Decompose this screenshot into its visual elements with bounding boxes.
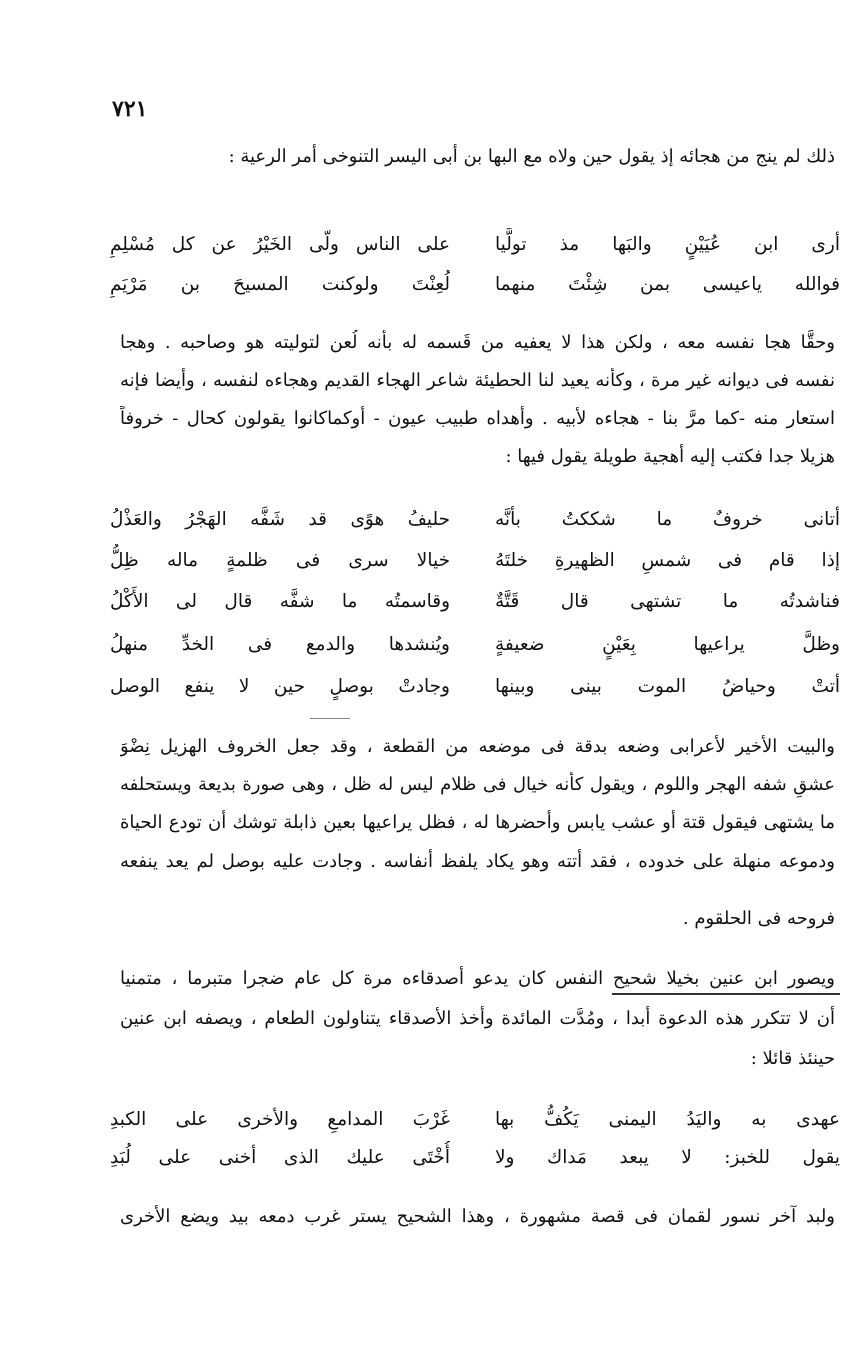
paragraph-line: ما يشتهى فيقول قتة أو عشب يابس وأحضرها له ، فظل يراعيها بعين ذابلة توشك أن تودع الحياة bbox=[120, 812, 835, 833]
verse-first-hemistich: وظلَّ يراعيها بِعَيْنٍ ضعيفةٍ bbox=[495, 634, 840, 655]
verse-line bbox=[110, 670, 840, 704]
paragraph-line: أن لا تتكرر هذه الدعوة أبدا ، ومُدَّت المائدة وأخذ الأصدقاء يتناولون الطعام ، ويصفه ابن عنين bbox=[120, 1008, 835, 1029]
verse-second-hemistich: غَرْبَ المدامعِ والأخرى على الكبدِ bbox=[110, 1109, 450, 1130]
paragraph-line: استعار منه -كما مرَّ بنا - هجاءه لأبيه . وأهداه طبيب عيون - أوكماكانوا يقولون كحال - خروفاً bbox=[120, 408, 835, 429]
verse-first-hemistich: فناشدتُه ما تشتهى قال قَتَّةٌ bbox=[495, 591, 840, 612]
paragraph-line: ولبد آخر نسور لقمان فى قصة مشهورة ، وهذا الشحيح يستر غرب دمعه بيد ويضع الأخرى bbox=[120, 1206, 835, 1227]
paragraph-line: نفسه فى ديوانه غير مرة ، وكأنه يعيد لنا الحطيئة شاعر الهجاء القديم وهجاءه لنفسه ، وأيضا فإنه bbox=[120, 370, 835, 391]
paragraph-line: ودموعه منهلة على خدوده ، فقد أتته وهو يكاد يلفظ أنفاسه . وجادت عليه بوصل لم يعد ينفعه bbox=[120, 851, 835, 872]
verse-line bbox=[110, 228, 840, 262]
stray-mark bbox=[310, 718, 350, 719]
verse-first-hemistich: فوالله ياعيسى بمن شِئْتَ منهما bbox=[495, 274, 840, 295]
verse-first-hemistich: إذا قام فى شمسِ الظهيرةِ خلتَهُ bbox=[495, 550, 840, 571]
paragraph-line: حينئذ قائلا : bbox=[750, 1048, 835, 1069]
verse-first-hemistich: عهدى به واليَدُ اليمنى يَكُفُّ بها bbox=[495, 1109, 840, 1130]
verse-second-hemistich: أُخْتَى عليك الذى أخنى على لُبَدِ bbox=[110, 1147, 450, 1168]
intro-line: ذلك لم ينج من هجائه إذ يقول حين ولاه مع البها بن أبى اليسر التنوخى أمر الرعية : bbox=[228, 146, 835, 167]
verse-line bbox=[110, 1103, 840, 1137]
verse-second-hemistich: لُعِنْتَ ولوكنت المسيحَ بن مَرْيَمِ bbox=[110, 274, 450, 295]
verse-first-hemistich: أتانى خروفٌ ما شككتُ بأنَّه bbox=[495, 509, 840, 530]
paragraph-line: وحقًّا هجا نفسه معه ، ولكن هذا لا يعفيه من قَسمه له بأنه لُعن لتوليته هو وصاحبه . وهجا bbox=[120, 332, 835, 353]
verse-second-hemistich: على الناس ولّى الخَيْرُ عن كل مُسْلِمِ bbox=[110, 234, 450, 255]
verse-second-hemistich: ويُنشدها والدمع فى الخدِّ منهلُ bbox=[110, 634, 450, 655]
page-number: ٧٢١ bbox=[112, 96, 148, 122]
paragraph-line: ويصور ابن عنين بخيلا شحيح النفس كان يدعو أصدقاءه مرة كل عام ضجرا متبرما ، متمنيا bbox=[120, 968, 835, 989]
verse-first-hemistich: يقول للخبز: لا يبعد مَداك ولا bbox=[495, 1147, 840, 1168]
verse-line bbox=[110, 544, 840, 578]
verse-second-hemistich: وقاسمتُه ما شفَّه قال لى الأَكْلُ bbox=[110, 591, 450, 612]
verse-second-hemistich: وجادتْ بوصلٍ حين لا ينفع الوصل bbox=[110, 676, 450, 697]
verse-line bbox=[110, 268, 840, 302]
handwritten-underline bbox=[612, 993, 840, 995]
verse-line bbox=[110, 585, 840, 619]
paragraph-line: عشقٍ شفه الهجر واللوم ، ويقول كأنه خيال فى ظلام ليس له ظل ، وهى صورة بديعة ويستحلفه bbox=[120, 774, 835, 795]
verse-first-hemistich: أرى ابن عُيَيْنٍ والبَها مذ تولَّيا bbox=[495, 234, 840, 255]
verse-second-hemistich: خيالا سرى فى ظلمةٍ ماله ظِلُّ bbox=[110, 550, 450, 571]
paragraph-line: هزيلا جدا فكتب إليه أهجية طويلة يقول فيها : bbox=[505, 446, 835, 467]
verse-line bbox=[110, 628, 840, 662]
verse-line bbox=[110, 1141, 840, 1175]
paragraph-line: والبيت الأخير لأعرابى وضعه بدقة فى موضعه من القطعة ، وقد جعل الخروف الهزيل نِضْوَ bbox=[120, 736, 835, 757]
paragraph-line: فروحه فى الحلقوم . bbox=[682, 908, 835, 929]
verse-first-hemistich: أتتْ وحياضُ الموت بينى وبينها bbox=[495, 676, 840, 697]
verse-line bbox=[110, 503, 840, 537]
verse-second-hemistich: حليفُ هوًى قد شَفَّه الهَجْرُ والعَذْلُ bbox=[110, 509, 450, 530]
